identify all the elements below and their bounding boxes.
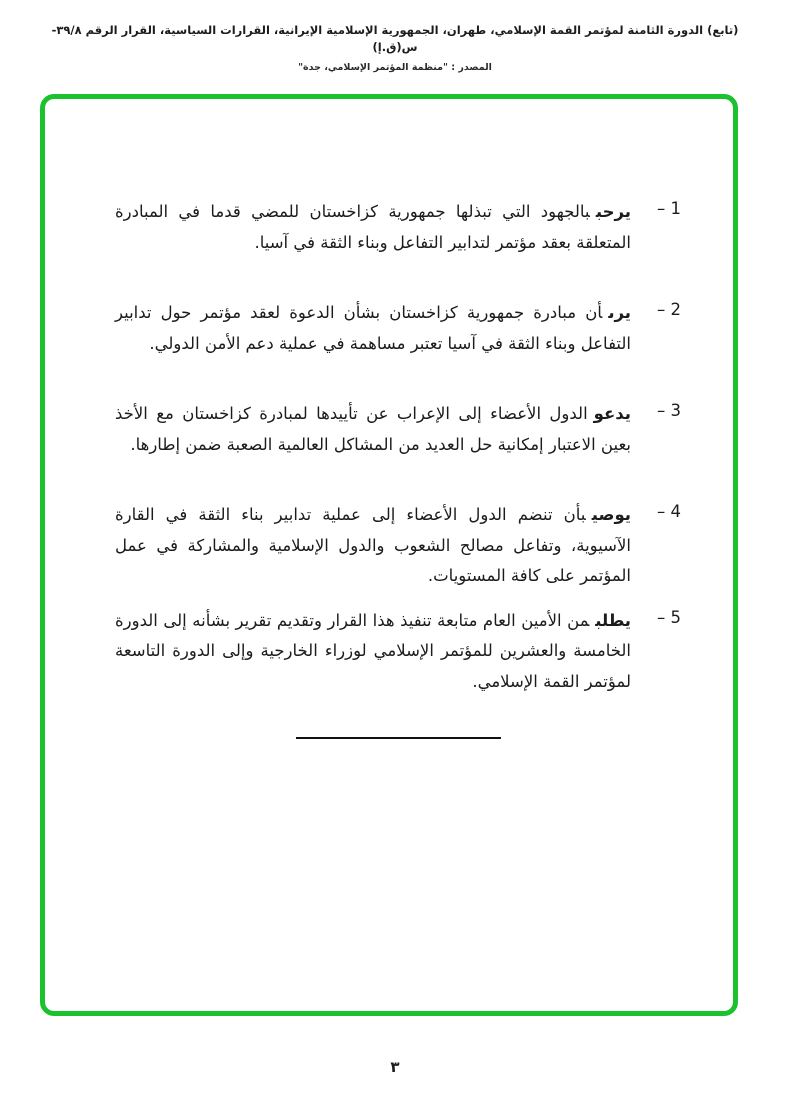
item-body-text: الدول الأعضاء إلى الإعراب عن تأييدها لمبادرة كزاخستان مع الأخذ بعين الاعتبار إمكانية حل العديد من المشاكل العالمية الصعبة ضمن إطارها. xyxy=(115,404,631,454)
page-number: ٣ xyxy=(390,1058,400,1076)
item-text xyxy=(115,606,631,698)
page-header xyxy=(0,22,790,73)
resolution-item xyxy=(115,399,681,460)
item-body-text: بأن تنضم الدول الأعضاء إلى عملية تدابير بناء الثقة في القارة الآسيوية، وتفاعل مصالح الشعوب والدول الإسلامية والمشاركة في عمل المؤتمر على كافة المستويات. xyxy=(115,505,631,586)
resolution-item xyxy=(115,298,681,359)
item-number: 3 – xyxy=(657,401,681,421)
item-number: 4 – xyxy=(657,502,681,522)
item-body-text: أن مبادرة جمهورية كزاخستان بشأن الدعوة لعقد مؤتمر حول تدابير التفاعل وبناء الثقة في آسيا تعتبر مساهمة في عملية دعم الأمن الدولي. xyxy=(115,303,631,353)
resolution-item xyxy=(115,606,681,698)
item-text xyxy=(115,399,631,460)
item-keyword: يوصي xyxy=(591,505,631,525)
item-body-text: بالجهود التي تبذلها جمهورية كزاخستان للمضي قدما في المبادرة المتعلقة بعقد مؤتمر لتدابير التفاعل وبناء الثقة في آسيا. xyxy=(115,202,631,252)
item-keyword: يدعو xyxy=(593,404,631,424)
item-text xyxy=(115,298,631,359)
item-text xyxy=(115,197,631,258)
item-keyword: يرى xyxy=(608,303,631,323)
item-body-text: من الأمين العام متابعة تنفيذ هذا القرار وتقديم تقرير بشأنه إلى الدورة الخامسة والعشرين للمؤتمر الإسلامي لوزراء الخارجية وإلى الدورة التاسعة لمؤتمر القمة الإسلامي. xyxy=(115,610,631,691)
item-number: 1 – xyxy=(657,199,681,218)
resolution-item xyxy=(115,500,681,592)
item-keyword: يطلب xyxy=(595,610,631,630)
resolution-body xyxy=(45,99,733,1011)
header-line-2: المصدر : "منظمة المؤتمر الإسلامي، جدة" xyxy=(298,61,492,73)
item-keyword: يرحب xyxy=(595,202,631,221)
item-number: 2 – xyxy=(657,300,681,320)
resolution-item xyxy=(115,197,681,258)
end-divider xyxy=(296,737,501,739)
item-text xyxy=(115,500,631,592)
item-number: 5 – xyxy=(657,607,681,627)
header-line-1: (تابع) الدورة الثامنة لمؤتمر القمة الإسلامي، طهران، الجمهورية الإسلامية الإيرانية، القرارات السياسية، القرار الرقم ٣٩/٨-س(ق.إ) xyxy=(51,23,739,55)
green-frame xyxy=(40,94,738,1016)
